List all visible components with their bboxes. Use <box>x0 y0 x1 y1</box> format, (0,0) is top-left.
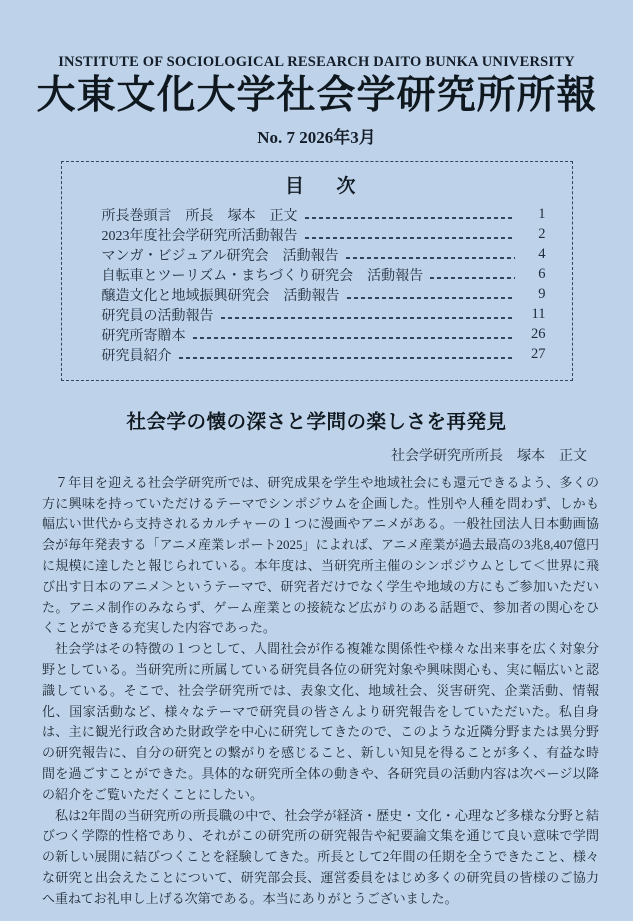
article-byline: 社会学研究所所長 塚本 正文 <box>391 448 587 464</box>
toc-page-number: 6 <box>538 266 546 283</box>
toc-entry-label: 研究員紹介 <box>101 348 172 364</box>
issue-number-date: No. 7 2026年3月 <box>257 127 376 147</box>
toc-row <box>102 245 546 265</box>
toc-row <box>102 265 546 285</box>
toc-entry-label: マンガ・ビジュアル研究会 活動報告 <box>101 248 339 264</box>
dotted-leader <box>179 357 515 359</box>
lead-article <box>0 406 633 910</box>
toc-row <box>102 205 546 225</box>
toc-page-number: 9 <box>538 286 546 303</box>
toc-page-number: 11 <box>531 306 546 323</box>
toc-row <box>102 305 546 325</box>
article-title: 社会学の懐の深さと学問の楽しさを再発見 <box>126 410 507 433</box>
article-body <box>42 473 599 910</box>
toc-page-number: 27 <box>531 346 546 363</box>
toc-entry-label: 自転車とツーリズム・まちづくり研究会 活動報告 <box>101 268 424 284</box>
toc-entry-label: 2023年度社会学研究所活動報告 <box>101 228 298 244</box>
toc-row <box>102 225 546 245</box>
dotted-leader <box>305 237 515 239</box>
toc-entry-label: 醸造文化と地域振興研究会 活動報告 <box>101 288 340 304</box>
toc-page-number: 4 <box>538 246 546 263</box>
dotted-leader <box>193 337 515 339</box>
dotted-leader <box>430 277 514 279</box>
toc-row <box>102 285 546 305</box>
toc-row <box>102 345 546 365</box>
dotted-leader <box>347 297 515 299</box>
table-of-contents <box>61 161 573 381</box>
dotted-leader <box>305 217 515 219</box>
masthead <box>0 0 633 148</box>
article-paragraph: 私は2年間の当研究所の所長職の中で、社会学が経済・歴史・文化・心理など多様な分野と結びつく学際的性格であり、それがこの研究所の研究報告や紀要論文集を通じて良い意味で学問の新しい展開に結びつくことを経験してきた。所長として2年間の任期を全うできたこと、様々な研究と出会えたことについて、研究部会長、運営委員をはじめ多くの研究員の皆様のご協力へ重ねてお礼申し上げる次第である。本当にありがとうございました。 <box>42 807 599 906</box>
toc-page-number: 2 <box>538 226 546 243</box>
article-paragraph: 社会学はその特徴の１つとして、人間社会が作る複雑な関係性や様々な出来事を広く対象分野としている。当研究所に所属している研究員各位の研究対象や興味関心も、実に幅広いと認識している。そこで、社会学研究所では、表象文化、地域社会、災害研究、企業活動、情報化、国家活動など、様々なテーマで研究員の皆さんより研究報告をしていただいた。私自身は、主に観光行政含めた財政学を中心に研究してきたので、このような近隣分野または異分野の研究報告に、自分の研究との繋がりを感じること、新しい知見を得ることが多く、有益な時間を過ごすことができた。具体的な研究所全体の動きや、各研究員の活動内容は次ページ以降の紹介をご覧いただくことにしたい。 <box>42 641 599 802</box>
toc-page-number: 1 <box>538 206 546 223</box>
toc-row <box>102 325 546 345</box>
bulletin-title: 大東文化大学社会学研究所所報 <box>36 74 597 117</box>
institute-name-en: INSTITUTE OF SOCIOLOGICAL RESEARCH DAITO BUNKA UNIVERSITY <box>58 54 575 70</box>
dotted-leader <box>346 257 515 259</box>
dotted-leader <box>221 317 515 319</box>
toc-entry-label: 研究員の活動報告 <box>101 308 214 324</box>
toc-heading: 目 次 <box>285 175 362 197</box>
toc-entry-label: 所長巻頭言 所長 塚本 正文 <box>101 208 298 224</box>
toc-page-number: 26 <box>531 326 546 343</box>
article-paragraph: ７年目を迎える社会学研究所では、研究成果を学生や地域社会にも還元できるよう、多くの方に興味を持っていただけるテーマでシンポジウムを企画した。性別や人種を問わず、しかも幅広い世代から支持されるカルチャーの１つに漫画やアニメがある。一般社団法人日本動画協会が毎年発表する「アニメ産業レポート2025」によれば、アニメ産業が過去最高の3兆8,407億円に規模に達したと報じられている。本年度は、当研究所主催のシンポジウムとして＜世界に飛び出す日本のアニメ＞というテーマで、研究者だけでなく学生や地域の方にもご参加いただいた。アニメ制作のみならず、ゲーム産業との接続など広がりのある話題で、参加者の関心をひくことができる充実した内容であった。 <box>42 474 599 636</box>
toc-entry-label: 研究所寄贈本 <box>101 328 186 344</box>
